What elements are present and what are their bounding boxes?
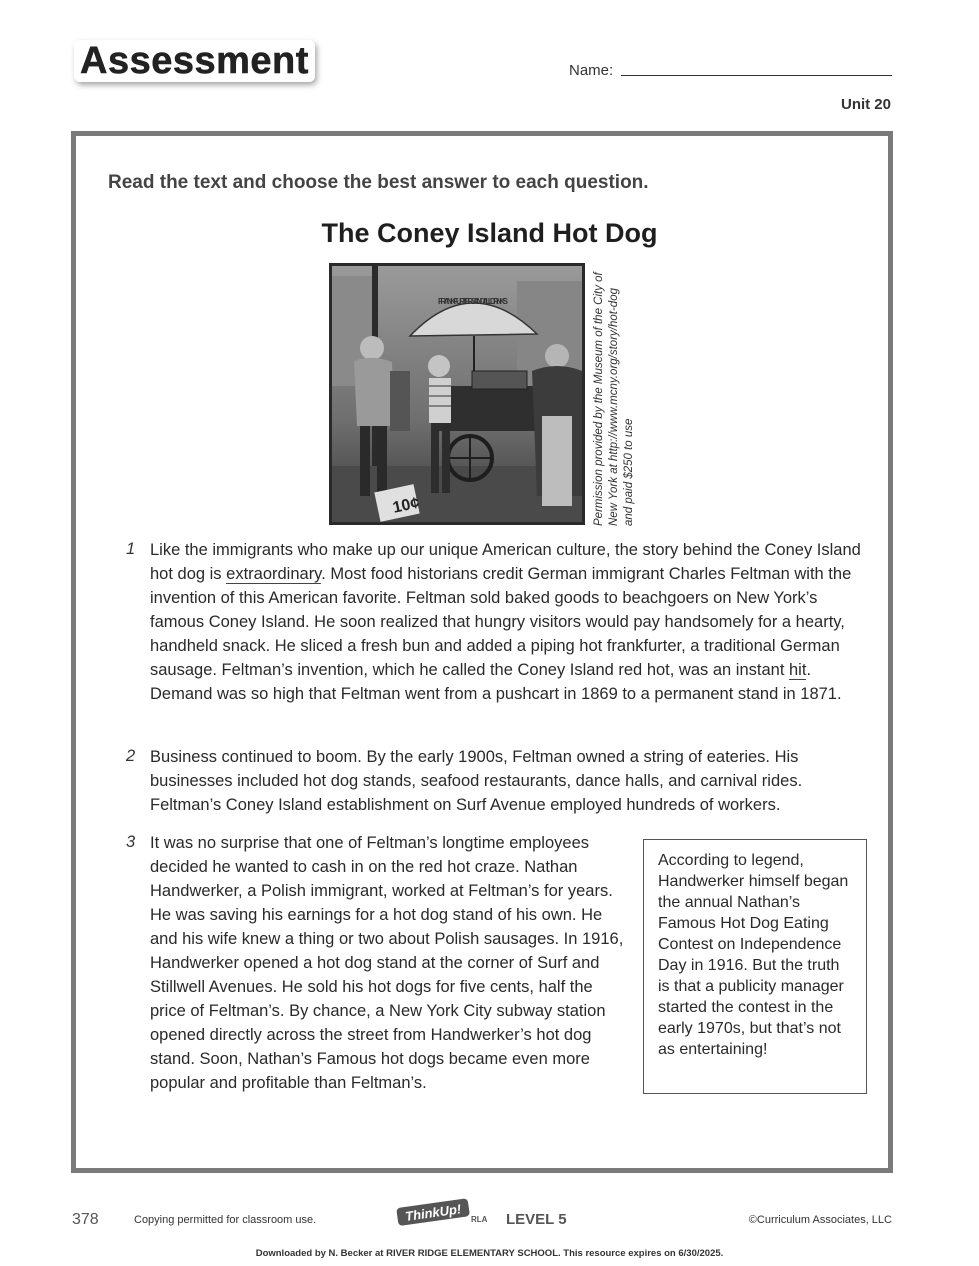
sidebar-fact-box: According to legend, Handwerker himself began the annual Nathan’s Famous Hot Dog Eating Contest on Independence Day in 1916. But the truth is that a publicity manager started the contest in the early 1970s, but that’s not as entertaining! <box>643 839 867 1094</box>
article-photo <box>329 263 585 525</box>
level-label: LEVEL 5 <box>506 1211 567 1228</box>
vocab-hit: hit <box>789 661 807 679</box>
page-title: Assessment <box>74 40 315 83</box>
paragraph-1: Like the immigrants who make up our unique American culture, the story behind the Coney Island hot dog is extraordinary. Most food historians credit German immigrant Charles Feltman with the invention of this American favorite. Feltman sold baked goods to beachgoers on New York’s famous Coney Island. He soon realized that hungry visitors would pay handsomely for a hearty, handheld snack. He sliced a fresh bun and added a piping hot frankfurter, a traditional German sausage. Feltman’s invention, which he called the Coney Island red hot, was an instant hit. Demand was so high that Feltman went from a pushcart in 1869 to a permanent stand in 1871. <box>150 541 861 703</box>
logo-text: ThinkUp! <box>404 1201 463 1224</box>
page-number: 378 <box>72 1211 99 1228</box>
copying-notice: Copying permitted for classroom use. <box>134 1214 317 1226</box>
name-field[interactable] <box>621 75 892 76</box>
copyright: ©Curriculum Associates, LLC <box>748 1214 892 1226</box>
photo-credit: Permission provided by the Museum of the City of New York at http://www.mcny.org/story/hot-dog and paid $250 to use <box>593 272 635 526</box>
paragraph-number: 2 <box>126 747 136 765</box>
photo-sign: 10¢ <box>391 494 421 517</box>
paragraph-3: It was no surprise that one of Feltman’s longtime employees decided he wanted to cash in on the red hot craze. Nathan Handwerker, a Polish immigrant, worked at Feltman’s for years. He was saving his earnings for a hot dog stand of his own. He and his wife knew a thing or two about Polish sausages. In 1916, Handwerker opened a hot dog stand at the corner of Surf and Stillwell Avenues. He sold his hot dogs for five cents, half the price of Feltman’s. By chance, a New York City subway station opened directly across the street from Handwerker’s hot dog stand. Soon, Nathan’s Famous hot dogs became even more popular and profitable than Feltman’s. <box>150 834 624 1092</box>
paragraph-number: 1 <box>126 540 136 558</box>
umbrella-text: FRANKFURTERS AND ALL DRINKS <box>438 297 508 306</box>
download-notice: Downloaded by N. Becker at RIVER RIDGE ELEMENTARY SCHOOL. This resource expires on 6/30/2025. <box>255 1248 724 1259</box>
instructions: Read the text and choose the best answer to each question. <box>108 172 649 193</box>
unit-label: Unit 20 <box>840 96 891 113</box>
logo-sub: RLA <box>471 1215 487 1224</box>
photo-illustration <box>332 266 582 522</box>
vocab-extraordinary: extraordinary <box>226 565 322 583</box>
article-title: The Coney Island Hot Dog <box>321 218 658 248</box>
paragraph-2: Business continued to boom. By the early 1900s, Feltman owned a string of eateries. His businesses included hot dog stands, seafood restaurants, dance halls, and carnival rides. Feltman’s Coney Island establishment on Surf Avenue employed hundreds of workers. <box>150 748 803 814</box>
name-label: Name: <box>569 62 614 79</box>
thinkup-logo <box>395 1196 487 1226</box>
paragraph-number: 3 <box>126 833 136 851</box>
